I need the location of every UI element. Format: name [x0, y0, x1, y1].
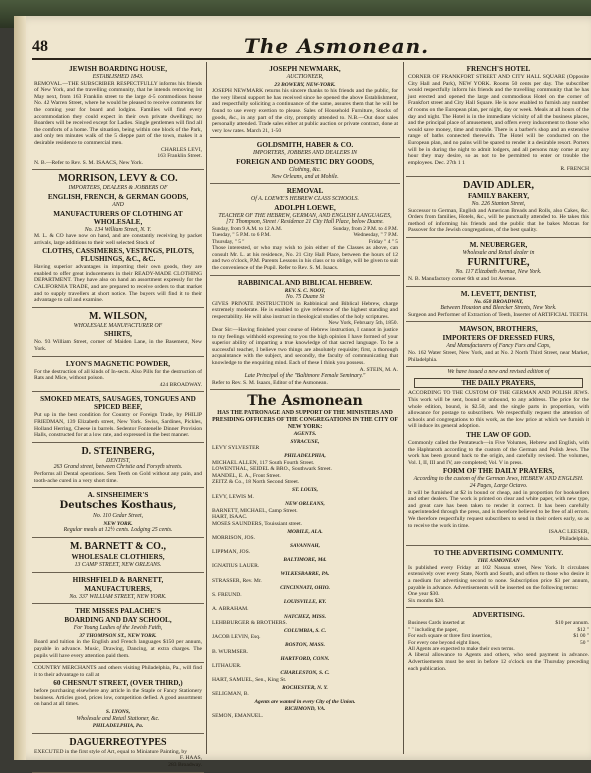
ad-goods: CLOTHS, CASSIMERES, VESTINGS, PILOTS, FLUSHINGS, &C., &C. [42, 247, 194, 264]
ad-reference: N. B.—Refer to Rev. S. M. ISAACS, New York. [34, 159, 144, 166]
agent-city: SAVANNAH, [290, 542, 320, 549]
ad-jewish-boarding-house [32, 62, 204, 170]
ad-body: We respectfully request the attention of schools and congregations to this work, as the low price at which we furnish it will induce its general adoption. [408, 410, 589, 430]
ad-advertising-rates [406, 608, 591, 675]
column-rule [403, 62, 404, 754]
agents-heading: AGENTS. [293, 431, 317, 438]
ad-line: Of A. LOEWE'S HEBREW CLASS SCHOOLS. [251, 196, 359, 203]
agent-name: MORRISON, JOS. [212, 535, 256, 542]
rate-value: $10 per annum. [555, 620, 589, 627]
ad-signature: F. HAAS, [179, 755, 202, 762]
ad-address: 263 Grand street, between Christie and Forsyth streets. [53, 464, 183, 471]
ad-note: Parents Lessons in his class or to oblige, will be given to suit the convenience of the Pupil. Refer to Rev. S. M. Isaacs. [212, 258, 398, 271]
ad-title: M. LEVETT, DENTIST, [460, 289, 537, 298]
agent-city: MOBILE, ALA. [287, 528, 323, 535]
ad-subtitle: Wholesale and Retail dealer in [462, 249, 535, 256]
ad-title: DAGUERREOTYPES [69, 736, 167, 748]
ad-line: Six months $20. [408, 597, 445, 604]
agent-city: BOSTON, MASS. [285, 642, 325, 648]
page-header [32, 34, 591, 60]
hours-cell: Sunday, from 9 A.M. to 12 A.M. [212, 225, 283, 232]
agent-name: BARNETT, MICHAEL, Camp Street. [212, 507, 298, 514]
ad-body: Is published every Friday at 102 Nassau street, New York. It circulates extensively over every State, North and South, and offers to those who desire it a medium for advertising second to none. Subscription price $3 per annum, payable in advance. [408, 564, 589, 591]
ad-steinberg-dentist [32, 443, 204, 488]
ad-body: Those interested, or who may wish to join either of the Classes as above, can consult Mr. L. at his residence, No. 21 City Hall Place, between the hours of 12 and two o'clock, P.M. [212, 245, 398, 265]
ad-line: AND [112, 201, 124, 208]
agent-name: MICHAEL ALLEN, 117 South Fourth Street. [212, 459, 315, 466]
ad-advertising-community [406, 546, 591, 608]
agent-name: B. WURMSER. [212, 648, 249, 655]
rate-value: $12 " [577, 626, 589, 633]
agent-city: COLUMBIA, S. C. [283, 627, 327, 634]
hours-cell: Sunday, from 2 P.M. to 4 P.M. [332, 225, 398, 232]
ad-subtitle: 24 Pages, Large Octavo. [469, 482, 528, 489]
agent-name: LIPPMAN, JOS. [212, 549, 251, 556]
ad-title: THE LAW OF GOD. [466, 430, 531, 439]
ad-line: ENGLISH, FRENCH, & GERMAN GOODS, [47, 192, 189, 201]
ad-title: The Asmonean [247, 393, 363, 410]
ad-body: before purchasing elsewhere any article in the Staple or Fancy Stationery business. Articles good, prices low, competition defied. A good assortment on hand at all times. [34, 688, 202, 708]
ad-title: A. SINSHEIMER'S [87, 491, 149, 500]
ad-sinsheimer [32, 488, 204, 538]
ad-body: Surgeon and Performer of Extraction of Teeth, Inserter of ARTIFICIAL TEETH. [408, 311, 589, 318]
rate-value: 50 " [580, 639, 589, 646]
ad-address: No. 75 Duane St [285, 294, 325, 301]
ad-daily-prayers [406, 367, 591, 546]
agent-name: S. FREUND. [212, 591, 242, 598]
ad-title: D. STEINBERG, [81, 445, 155, 457]
ad-body: It will be furnished at $2 in bound or cheap, and in proportion for booksellers and other dealers. [408, 489, 589, 503]
agent-city: ST. LOUIS, [291, 486, 318, 493]
ad-body: Advertisements will be inserted on the following terms: [453, 584, 579, 591]
ad-title: JOSEPH NEWMARK, [269, 65, 341, 73]
agent-city: WILKESBARRE, PA. [280, 571, 330, 578]
ad-signature-title: Late Principal of the "Baltimore Female Seminary." [244, 373, 366, 380]
ad-signature-address: 163 Franklin Street. [157, 153, 202, 160]
column-left [32, 62, 204, 769]
ad-body: GIVES PRIVATE INSTRUCTION in Rabbinical and Biblical Hebrew, charge extremely moderate. He is enabled to give reference of the highest standing and respectability. He will also instruct in theological studies of the holy scriptures. [212, 300, 398, 320]
agent-name: MANDEL, E. A., Front Street. [212, 472, 281, 479]
agent-city: HARTFORD, CONN. [280, 656, 330, 663]
ad-city: NEW YORK. [103, 520, 133, 527]
agent-city: BALTIMORE, Md. [283, 556, 327, 563]
ad-signature: R. FRENCH [560, 166, 589, 173]
ad-rabbinical-hebrew [210, 276, 400, 391]
ad-city: PHILADELPHIA, Pa. [92, 723, 144, 730]
ad-line: And Manufacturers of Fancy Furs and Caps, [446, 343, 551, 350]
ad-date: March 21, 1-50 [246, 127, 282, 134]
ad-body: Having superior advantages in importing their own goods, they are enabled to offer great inducements in their READY-MADE CLOTHING DEPARTMENT. They have also on hand an assortment expressly for the CALIFORNIA TRADE, and are prepared to receive orders to that market and to supply travellers at short notice. The buyers will find it to their advantage to call and examine. [34, 264, 202, 304]
ad-subtitle: According to the custom of the German Jews, HEBREW AND ENGLISH. [413, 476, 584, 483]
rate-value: $1 00 " [573, 633, 589, 640]
hours-cell: Wednesday, " 7 P.M. [353, 232, 398, 239]
ad-asmonean-agents [210, 390, 400, 722]
ad-body: EXECUTED in the first style of Art, equal to Miniature Painting, by [34, 748, 188, 755]
ad-levett-dentist [406, 287, 591, 323]
ad-body: The work is printed on clear and white paper, with new type, and great care has been taken to render it correct. It has been carefully superintended through the press, and is therefore believed to be free of all errors. We therefore respectfully request subscribers to send in their orders early, so as to receive the work in time. [408, 496, 589, 529]
ad-body: For the destruction of all kinds of In-sects. Also Pills for the destruction of Rats and Mice, without poison. [34, 368, 202, 382]
hours-cell: Tuesday, " 5 P.M. to 6 P.M. [212, 232, 271, 239]
ad-morrison-levy [32, 170, 204, 308]
ad-name: ADOLPH LOEWE, [274, 203, 336, 212]
agent-name: ZEITZ & Co., 18 North Second Street. [212, 479, 300, 486]
agent-name: LEVY SYLVESTER [212, 445, 260, 452]
agent-city: RICHMOND, VA. [284, 706, 326, 713]
agent-name: HART, ISAAC. [212, 514, 248, 521]
ad-title: FRENCH'S HOTEL [466, 65, 531, 73]
ad-subtitle: Between Houston and Bleecker Streets, New York. [440, 305, 557, 312]
ad-line: One year $30. [408, 591, 440, 598]
ad-signature-address: 283 Broadway. [168, 762, 202, 769]
ad-subtitle: ESTABLISHED 1843. [92, 74, 144, 80]
ad-barnett [32, 538, 204, 573]
ad-david-adler [406, 177, 591, 238]
ad-loewe-school [210, 184, 400, 275]
column-middle [210, 62, 400, 760]
ad-address: [71 Thompson, Street / Residence 21 City Hall Place, below Duane. [226, 219, 384, 226]
agent-name: LOWENTHAL, SEIDEL & BRO., Southwark Street. [212, 466, 332, 473]
ad-body: JOSEPH NEWMARK returns his sincere thanks to his friends and the public, for the very liberal support he has received since he opened the above Establishment, and respectfully soliciting a continuance of the same, assures them that he will be found to use every exertion to please. Sales of Household Furniture, Stocks of goods, &c., in any part of the city, promptly attended to. [212, 88, 398, 121]
ad-hirshfield [32, 573, 204, 605]
ad-line: MANUFACTURERS OF CLOTHING AT WHOLESALE, [53, 209, 183, 226]
ad-line: MANUFACTURERS, [84, 584, 152, 593]
ad-address: 37 THOMPSON ST., NEW YORK. [79, 632, 157, 639]
masthead-title: The Asmonean. [244, 34, 430, 58]
ad-title: LYON'S MAGNETIC POWDER, [65, 359, 171, 368]
ad-name: REV. S. C. NOOT, [284, 287, 326, 294]
ad-address: No. 93 William Street, corner of Maiden Lane, in the Basement, New York. [34, 339, 202, 353]
ad-city: Philadelphia. [559, 535, 589, 542]
ad-line: FURNITURE, [467, 257, 530, 269]
ad-address: No. 650 BROADWAY, [473, 298, 524, 305]
hours-cell: Thursday, " 5 " [212, 238, 245, 245]
ad-title: MAWSON, BROTHERS, [459, 325, 538, 334]
ad-item: SHIRTS, [104, 330, 132, 339]
ad-reference: Refer to Rev. S. M. Isaacs, Editor of the Asmonean. [212, 379, 328, 386]
ad-title: TO THE ADVERTISING COMMUNITY. [433, 549, 564, 558]
ad-body: Performs all Dental operations. Sets Teeth on Gold without any pain, and tooth-ache cured in a very short time. [34, 470, 202, 484]
ad-address: No. 337 WILLIAM STREET, NEW YORK. [69, 593, 167, 600]
ad-body: Commonly called the Pentateuch—in Five Volumes, Hebrew and English, with the Haphtaroth according to the custom of the German and Polish Jews. The work has been ground back to the origin, and carefully revised. The volumes, Vol. I, II, III and IV, are completed; Vol. V in press. [408, 439, 589, 466]
ad-body: Successor to German, English and American Breads and Rolls, also Cakes, &c. Orders from families, Hotels, &c., will be punctually attended to. He takes this method of informing his friends and the public that he bakes Motzas for Passover for the Jewish congregations, of the best quality. [408, 207, 589, 234]
ad-title: RABBINICAL AND BIBLICAL HEBREW. [237, 278, 373, 287]
ad-footer: Advertisements must be sent in before 12 o'clock on the Thursday preceding each publication. [408, 659, 589, 672]
ad-address: 13 CAMP STREET, NEW ORLEANS. [74, 561, 162, 568]
rate-label: For every one beyond eight lines, [408, 639, 481, 646]
ad-body: REMOVAL.—THE SUBSCRIBER RESPECTFULLY informs his friends of New York, and the travelling community, that he intends removing 1st May next, from 163 Franklin street to the large 4-5 commodious house No. 42 Warren Street, where he would be pleased to receive comments for the coming year for board and lodgins. Families will find every accommodation they could expect in their own private dwellings; no Boarders will be received except for Ladies. Single gentlemen will find all the comforts of a home. The situation, being within one block of the Park, and only ten minutes walk of the 5 dieppe part of the town, makes it a desirable residence to commercial men. [34, 80, 202, 146]
ad-line: Clothing, &c. [289, 166, 321, 173]
agent-name: LITHAUER. [212, 662, 242, 669]
agent-name: STRASSER, Rev. Mr. [212, 577, 262, 584]
ad-neuberger [406, 238, 591, 287]
ad-subtitle: TEACHER OF THE HEBREW, GERMAN, AND ENGLISH LANGUAGES, [218, 212, 392, 219]
rate-label: Business Cards inserted at [408, 620, 465, 627]
agent-name: IGNATIUS LAUER. [212, 563, 260, 570]
ad-title: M. BARNETT & CO., [70, 540, 166, 552]
ad-address: No. 117 Elizabeth Avenue, New York. [455, 269, 542, 276]
ad-title: M. WILSON, [89, 310, 147, 322]
ad-title: THE MISSES PALACHE'S [75, 607, 161, 616]
ad-date: Dec. 27th 1 1 [434, 159, 465, 166]
agent-city: SYRACUSE, [290, 438, 320, 445]
ad-signature: CHARLES LEVI, [160, 146, 202, 153]
ad-subtitle: For Young Ladies of the Jewish Faith, [73, 625, 163, 632]
ad-note: Porters will be in during the night to admit lodgers, and all persons may come at any hour they may desire, so as not to be permitted to enter or trouble the employees. [408, 139, 589, 166]
page-number: 48 [32, 38, 48, 55]
agent-name: A. ABRAHAM. [212, 606, 249, 613]
ad-subtitle: IMPORTERS, DEALERS & JOBBERS OF [68, 185, 168, 192]
ad-title: MORRISON, LEVY & CO. [58, 173, 178, 185]
column-right [406, 62, 591, 760]
agent-name: SEMON, EMANUEL. [212, 712, 264, 719]
rate-label: All Agents are expected to make their own terms. [408, 646, 515, 653]
agents-note: Agents are wanted in every City of the Union. [254, 698, 356, 705]
ad-line: IMPORTERS OF DRESSED FURS, [442, 334, 555, 343]
ad-date: New York, February 5th, 1850. [328, 320, 398, 327]
agent-name: LEHBBURGER & BROTHERS. [212, 620, 288, 627]
ad-subtitle: FAMILY BAKERY, [467, 191, 530, 200]
ad-frenchs-hotel [406, 62, 591, 177]
agents-list [212, 439, 398, 698]
agent-city: CHARLESTON, S. C. [280, 670, 330, 677]
ad-subtitle: Wholesale and Retail Stationer, &c. [76, 715, 160, 722]
ad-title: HIRSHFIELD & BARNETT, [72, 575, 164, 584]
ad-body: Dear Sir:—Having finished your course of Hebrew instruction, I cannot in justice to my feelings withhold expressing to you the high opinion I have formed of your superior ability of imparting a true knowledge of that sacred language. To be a successful teacher, I believe two things are absolutely requisite; first, a thorough acquaintance with the subject, and secondly, the faculty of communicating that knowledge to the enquiring mind. Each of these I think you possess. [212, 327, 398, 367]
ad-m-wilson [32, 308, 204, 357]
ad-title: GOLDSMITH, HABER & CO. [256, 141, 354, 150]
ad-body: CORNER OF FRANKFORT STREET AND CITY HALL SQUARE (Opposite City Hall and Park), NEW YORK. Rooms 50 cents per day. The subscriber would respectfully inform his friends and the travelling community that he has just erected and opened the large and commodious Hotel on the corner of Frankfort street and City Hall Square. He is now enabled to furnish any number of rooms on the European plan, per night, day or week. Meals at all hours of the day and night. The Hotel is in the immediate vicinity of all the business places, and the principal place of amusement, and offers every inducement to those who would save money, time and trouble. [408, 74, 589, 133]
ad-line: FOREIGN AND DOMESTIC DRY GOODS, [236, 157, 374, 166]
ad-newmark-auctioneer [210, 62, 400, 138]
ad-address: No. 226 Stanton Street, [471, 200, 526, 207]
ad-note: Regular meals at 12½ cents. Lodging 25 cents. [63, 527, 173, 534]
agent-name: JACOB LEVIN, Esq. [212, 634, 261, 641]
agent-name: HART, SAMUEL, Sen., King St. [212, 676, 287, 683]
ad-subtitle: DENTIST, [106, 457, 130, 464]
ad-subtitle: THE ASMONEAN [477, 558, 520, 565]
ad-address: No. 110 Cedar Street, [92, 513, 144, 520]
ad-address: 23 BOWERY, NEW-YORK. [274, 81, 336, 88]
ad-address: No. 162 Water Street, New York, and at No. 2 North Third Street, near Market, Philadelphia. [408, 350, 589, 363]
ad-note: N. B. Manufactory corner 6th st and 1st Avenue. [408, 276, 517, 283]
ad-subtitle: IMPORTERS, JOBBERS AND DEALERS IN [252, 150, 358, 157]
ad-body: Board and tuition in the English and French languages $150 per annum, payable in advance. Music, Drawing, Dancing, at extra charges. The pupils will have every attention paid them. [34, 639, 202, 659]
ad-line: WHOLESALE CLOTHIERS, [71, 552, 165, 561]
ad-title: M. NEUBERGER, [469, 240, 528, 249]
ad-title: DAVID ADLER, [463, 179, 534, 191]
ad-daguerreotypes [32, 734, 204, 773]
agent-name: SELIGMAN, B. [212, 691, 249, 698]
ad-title: JEWISH BOARDING HOUSE, [68, 65, 168, 73]
ad-lyons-powder [32, 357, 204, 393]
ad-smoked-meats [32, 392, 204, 442]
ad-title-box: THE DAILY PRAYERS, [414, 378, 583, 389]
ad-signature: ISAAC LEESER, [548, 529, 589, 536]
agent-city: NEW ORLEANS, [285, 501, 325, 508]
ad-title: REMOVAL [286, 187, 324, 196]
ad-subtitle: WHOLESALE MANUFACTURER OF [73, 322, 163, 329]
ad-body: Put up in the best condition for Country or Foreign Trade, by PHILIP FRIEDMAN, 139 Elizabeth street, New York. Swiss, Sardines, Pickles, Holland Herring, Cheese in barrels. [34, 412, 202, 432]
ad-body: COUNTRY MERCHANTS and others visiting Philadelphia, Pa., will find it to their advantage to call at [34, 665, 202, 678]
ad-signature: A. STEIN, M. A. [359, 366, 398, 373]
ad-address: No. 134 William Street, N. Y. [84, 226, 152, 233]
ad-lyons-stationer [32, 663, 204, 734]
ad-address: 424 BROADWAY. [159, 381, 202, 388]
ad-body: M. L. & CO have now on hand, and are constantly receiving by packet arrivals, large additions to their well selected Stock of [34, 233, 202, 246]
ad-title: SMOKED MEATS, SAUSAGES, TONGUES AND SPICED BEEF, [40, 395, 196, 412]
ad-city: New Orleans, and at Mobile. [271, 173, 339, 180]
ad-mawson-brothers [406, 322, 591, 367]
ad-signature: S. LYONS, [105, 709, 131, 716]
ad-palache-school [32, 604, 204, 663]
page-gutter [14, 16, 26, 760]
agent-name: MOSES SAUNDERS, Touissiant street. [212, 520, 303, 527]
ad-line: Deutsches Kosthaus, [59, 500, 177, 512]
hours-cell: Friday " 4 " 5 [368, 238, 398, 245]
ad-title: ADVERTISING. [472, 611, 525, 620]
ad-intro: We have issued a new and revised edition of [447, 369, 550, 376]
agent-city: LOUISVILLE, KY. [283, 599, 327, 606]
ad-title: FORM OF THE DAILY PRAYERS, [442, 467, 555, 476]
column-rule [206, 62, 207, 754]
ad-line: BOARDING AND DAY SCHOOL, [64, 616, 172, 625]
ad-subtitle: AUCTIONEER, [286, 74, 324, 80]
ad-body: ACCORDING TO THE CUSTOM OF THE GERMAN AND POLISH JEWS. This work will be sent, bound or unbound, to any address. The price for the whole edition, bound, is $2.50, and the single parts in proportion, with allowance for postage to subscribers. [408, 390, 589, 417]
newspaper-page [14, 16, 591, 769]
ad-note: A liberal allowance to Agents and others, who send payment in advance. [408, 652, 589, 659]
agent-city: PHILADELPHIA, [284, 452, 326, 459]
agent-city: CINCINNATI, OHIO. [280, 585, 330, 592]
agent-name: LEVY, LEWIS M. [212, 493, 254, 500]
rate-label: For each square or three first insertion, [408, 633, 492, 640]
ad-note: Sedentor Fontenelle Dinner Provision Halls, constructed for at a low rate, and expressed in the best manner. [34, 425, 203, 439]
agent-city: NATCHEZ, MISS. [283, 613, 327, 620]
ad-subtitle: HAS THE PATRONAGE AND SUPPORT OF THE MINISTERS AND PRESIDING OFFICERS OF THE CONGREGATIONS IN THE CITY OF NEW YORK: [212, 410, 398, 430]
ad-note: N.B.—Out door sales personally attended. Trade sales either at public auction or private contract, done at very low rates. [212, 114, 399, 134]
agent-city: ROCHESTER, N. Y. [282, 684, 328, 691]
rate-label: " " including the paper, [408, 626, 458, 633]
ad-goldsmith-haber [210, 138, 400, 184]
ad-address: 60 CHESNUT STREET, (OVER THIRD,) [53, 679, 183, 688]
ad-note: There is a barber's shop and an extensive range of baths connected therewith. The Hotel will be conducted on the European plan, and no pains will be spared to render it a desirable resort. [408, 126, 589, 146]
